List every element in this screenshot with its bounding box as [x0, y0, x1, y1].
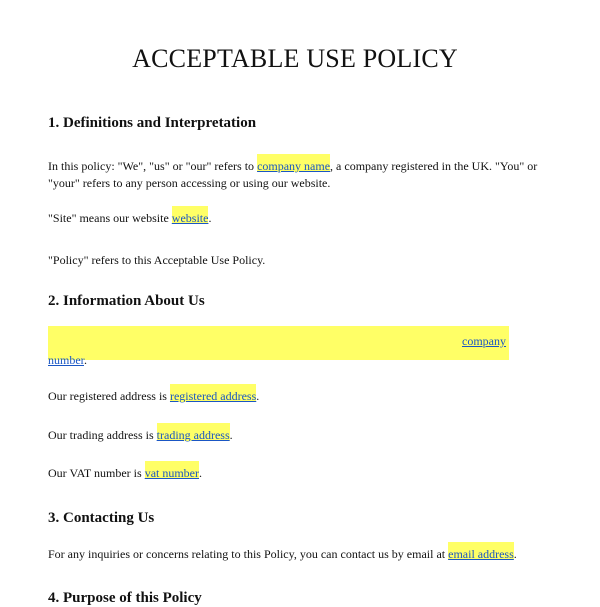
paragraph-definitions-1-cont: "your" refers to any person accessing or using our website. [48, 176, 331, 190]
placeholder-highlight [145, 461, 199, 479]
paragraph-definitions-3: "Policy" refers to this Acceptable Use Policy. [48, 253, 266, 267]
company-name-link[interactable]: company name [257, 159, 331, 173]
placeholder-highlight [170, 384, 256, 402]
placeholder-highlight [448, 542, 514, 560]
paragraph-info-4: Our VAT number is vat number. [48, 461, 202, 483]
trading-address-link[interactable]: trading address [156, 428, 230, 442]
paragraph-info-1-line2: number. [48, 353, 87, 367]
section-heading-contacting: 3. Contacting Us [48, 510, 155, 526]
company-number-link[interactable]: company [462, 334, 506, 348]
email-address-link[interactable]: email address [448, 547, 514, 561]
registered-address-link[interactable]: registered address [169, 389, 257, 403]
paragraph-info-2: Our registered address is registered address. [48, 384, 259, 406]
placeholder-highlight-block [48, 326, 509, 360]
website-link[interactable]: website [171, 211, 209, 225]
section-heading-information: 2. Information About Us [48, 293, 205, 309]
placeholder-highlight [172, 206, 209, 224]
placeholder-highlight [257, 154, 330, 172]
document-title: ACCEPTABLE USE POLICY [132, 44, 458, 73]
company-number-link-cont[interactable]: number [48, 353, 84, 367]
section-heading-purpose: 4. Purpose of this Policy [48, 590, 202, 606]
paragraph-definitions-2: "Site" means our website website. [48, 206, 211, 228]
vat-number-link[interactable]: vat number [144, 466, 200, 480]
paragraph-info-1-line1 [462, 332, 506, 351]
paragraph-contact-1: For any inquiries or concerns relating to this Policy, you can contact us by email at email address. [48, 542, 517, 564]
paragraph-definitions-1: In this policy: "We", "us" or "our" refers to company name, a company registered in the UK. "You" or [48, 154, 537, 176]
section-heading-definitions: 1. Definitions and Interpretation [48, 115, 257, 131]
placeholder-highlight [157, 423, 230, 441]
paragraph-info-3: Our trading address is trading address. [48, 423, 233, 445]
